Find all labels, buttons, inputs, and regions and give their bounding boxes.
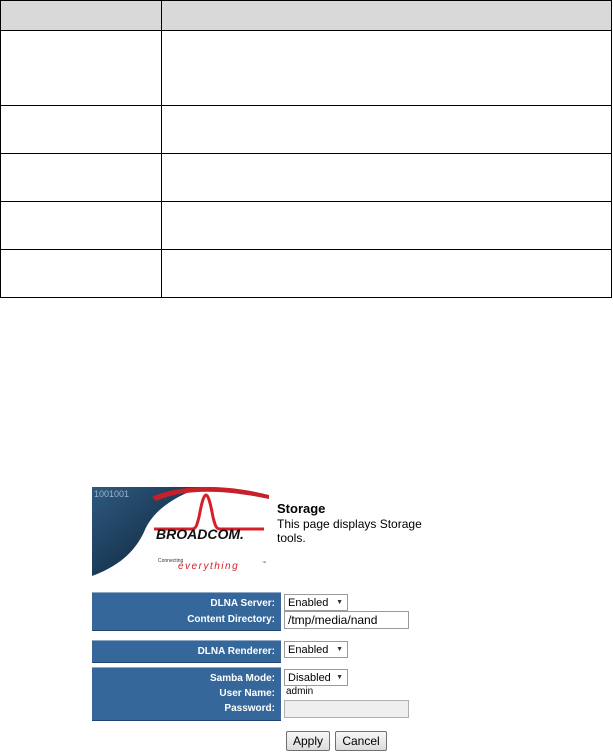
table-row <box>1 31 612 106</box>
password-label: Password: <box>224 703 275 714</box>
table-cell <box>1 154 162 202</box>
tagline-small: Connecting <box>158 558 184 564</box>
broadcom-logo <box>92 487 269 576</box>
user-name-value: admin <box>286 686 314 697</box>
dlna-renderer-value: Enabled <box>288 644 329 656</box>
table-header-cell <box>1 1 162 31</box>
samba-mode-select[interactable] <box>284 669 348 686</box>
table-row <box>1 202 612 250</box>
samba-label-panel <box>92 667 281 721</box>
banner-binary-text: 1001001 <box>94 489 130 499</box>
dlna-server-select[interactable] <box>284 594 348 611</box>
dlna-renderer-label: DLNA Renderer: <box>197 646 275 657</box>
logo-wordmark: BROADCOM. <box>156 526 244 542</box>
table-cell <box>1 250 162 298</box>
storage-screenshot <box>92 487 422 753</box>
table-row <box>1 154 612 202</box>
table-cell <box>162 202 612 250</box>
chevron-down-icon: ▼ <box>336 674 343 681</box>
content-directory-label: Content Directory: <box>187 614 275 625</box>
table-cell <box>162 31 612 106</box>
dlna-renderer-select[interactable] <box>284 641 348 658</box>
page-title: Storage <box>277 501 326 516</box>
chevron-down-icon: ▼ <box>336 599 343 606</box>
user-name-label: User Name: <box>219 688 275 699</box>
table-cell <box>1 31 162 106</box>
tagline-large: everything <box>178 561 240 572</box>
dlna-server-label: DLNA Server: <box>210 598 275 609</box>
table-cell <box>162 154 612 202</box>
table-cell <box>162 106 612 154</box>
password-field[interactable] <box>284 700 409 718</box>
table-header-row <box>1 1 612 31</box>
dlna-server-label-panel <box>92 592 281 631</box>
samba-mode-value: Disabled <box>288 672 331 684</box>
broadcom-banner <box>92 487 269 576</box>
table-cell <box>1 202 162 250</box>
dlna-renderer-label-panel <box>92 640 281 663</box>
cancel-button[interactable]: Cancel <box>335 731 387 751</box>
table-row <box>1 106 612 154</box>
content-directory-input[interactable]: /tmp/media/nand <box>284 611 409 629</box>
samba-mode-label: Samba Mode: <box>209 673 275 684</box>
doc-table <box>0 0 612 298</box>
table-cell <box>1 106 162 154</box>
apply-button[interactable]: Apply <box>286 731 330 751</box>
table-header-cell <box>162 1 612 31</box>
page-description: This page displays Storage tools. <box>277 517 422 545</box>
chevron-down-icon: ▼ <box>336 646 343 653</box>
table-cell <box>162 250 612 298</box>
tagline-mark: ™ <box>262 560 266 565</box>
dlna-server-value: Enabled <box>288 597 329 609</box>
table-row <box>1 250 612 298</box>
